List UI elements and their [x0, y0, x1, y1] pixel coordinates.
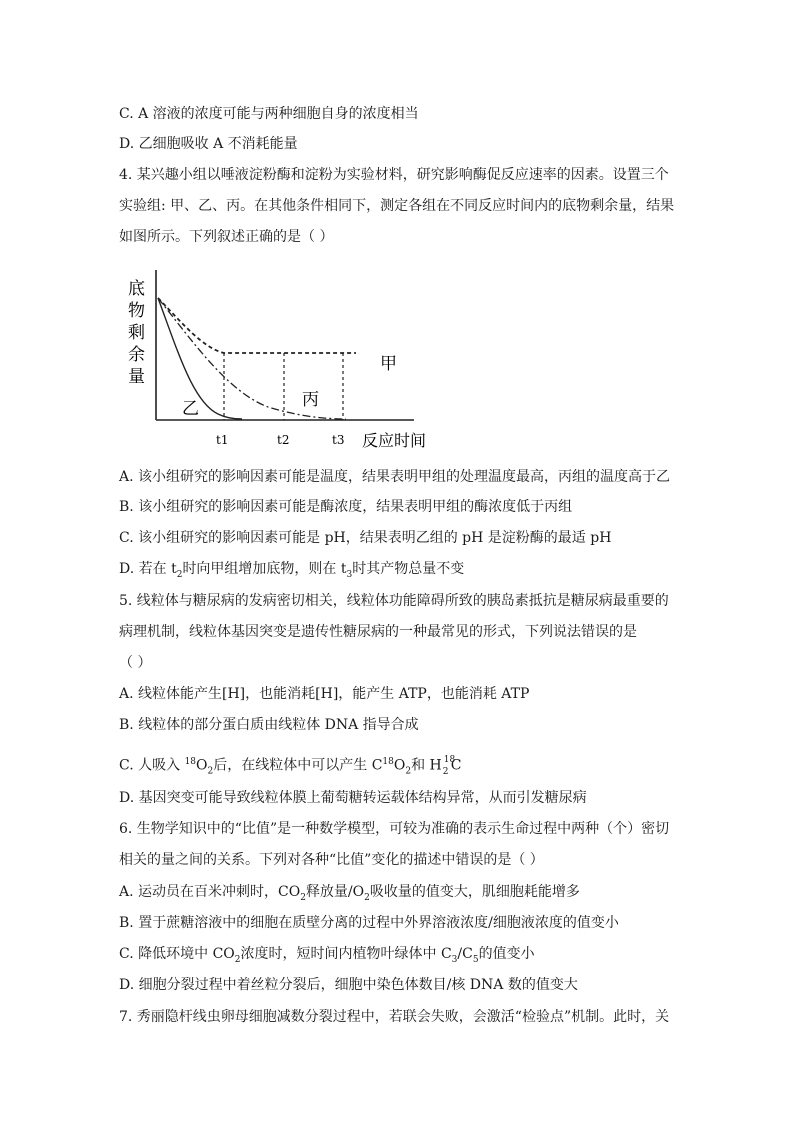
tick-t2: t2 [277, 433, 290, 447]
q6-option-a: A. 运动员在百米冲刺时，$CO_2$释放量$/O_2$吸收量的值变大，肌细胞耗能增多 [119, 884, 580, 903]
ylabel-char-1: 底 [128, 279, 145, 299]
tick-t1: t1 [216, 433, 229, 447]
q6-stem-line-2: 相关的量之间的关系。下列对各种“比值”变化的描述中错误的是（ ） [119, 852, 544, 868]
ylabel-char-3: 剩 [128, 323, 145, 343]
q3-option-d: D. 乙细胞吸收 A 不消耗能量 [119, 136, 298, 152]
q6-option-d: D. 细胞分裂过程中着丝粒分裂后，细胞中染色体数目/核 DNA 数的值变大 [119, 977, 578, 993]
label-bing: 丙 [302, 390, 319, 410]
q5-option-b: B. 线粒体的部分蛋白质由线粒体 DNA 指导合成 [119, 717, 419, 733]
q6-option-b: B. 置于蔗糖溶液中的细胞在质壁分离的过程中外界溶液浓度/细胞液浓度的值变小 [119, 915, 619, 931]
q4-option-b: B. 该小组研究的影响因素可能是酶浓度，结果表明甲组的酶浓度低于丙组 [119, 499, 573, 515]
q4-stem-line-1: 4. 某兴趣小组以唾液淀粉酶和淀粉为实验材料，研究影响酶促反应速率的因素。设置三个 [119, 167, 669, 183]
q4-stem-line-3: 如图所示。下列叙述正确的是（ ） [119, 229, 334, 245]
q4-stem-line-2: 实验组: 甲、乙、丙。在其他条件相同下，测定各组在不同反应时间内的底物剩余量，结果 [119, 198, 675, 214]
q5-option-a: A. 线粒体能产生[H]，也能消耗[H]，能产生 ATP，也能消耗 ATP [119, 686, 530, 702]
q4-option-c: C. 该小组研究的影响因素可能是 pH，结果表明乙组的 pH 是淀粉酶的最适 pH [119, 530, 612, 546]
isotope-stack: 18 2 [442, 754, 456, 777]
substrate-remaining-figure [118, 262, 438, 452]
ylabel-char-2: 物 [128, 301, 145, 321]
q6-stem-line-1: 6. 生物学知识中的“比值”是一种数学模型，可较为准确的表示生命过程中两种（个）密切 [119, 821, 670, 837]
q4-option-d: D. 若在 $t_2$时向甲组增加底物，则在 $t_3$时其产物总量不变 [119, 561, 465, 580]
q3-option-c: C. A 溶液的浓度可能与两种细胞自身的浓度相当 [119, 106, 419, 122]
ylabel-char-5: 量 [128, 367, 145, 387]
q5-stem-line-3: （ ） [119, 655, 152, 671]
q4-option-a: A. 该小组研究的影响因素可能是温度，结果表明甲组的处理温度最高，丙组的温度高于乙 [119, 469, 671, 485]
q5-stem-line-1: 5. 线粒体与糖尿病的发病密切相关，线粒体功能障碍所致的胰岛素抵抗是糖尿病最重要的 [119, 593, 669, 609]
tick-t3: t3 [332, 433, 345, 447]
xlabel: 反应时间 [362, 431, 427, 450]
q5-stem-line-2: 病理机制，线粒体基因突变是遗传性糖尿病的一种最常见的形式，下列说法错误的是 [119, 624, 637, 640]
q7-stem-line-1: 7. 秀丽隐杆线虫卵母细胞减数分裂过程中，若联会失败，会激活“检验点”机制。此时，关 [119, 1009, 670, 1025]
curve-yi [158, 298, 242, 419]
label-jia: 甲 [380, 354, 397, 374]
label-yi: 乙 [182, 399, 199, 419]
curve-jia [158, 298, 356, 353]
q6-option-c: C. 降低环境中 $CO_2$浓度时，短时间内植物叶绿体中 $C_3/C_5$的值变小 [119, 946, 535, 965]
q5-option-d: D. 基因突变可能导致线粒体膜上葡萄糖转运载体结构异常，从而引发糖尿病 [119, 790, 587, 806]
q5-option-c: C. 人吸入 $^{18}O_2$后，在线粒体中可以产生 $C^{18}O_2$和 H 18 2 C [119, 754, 462, 777]
ylabel-char-4: 余 [128, 345, 145, 365]
